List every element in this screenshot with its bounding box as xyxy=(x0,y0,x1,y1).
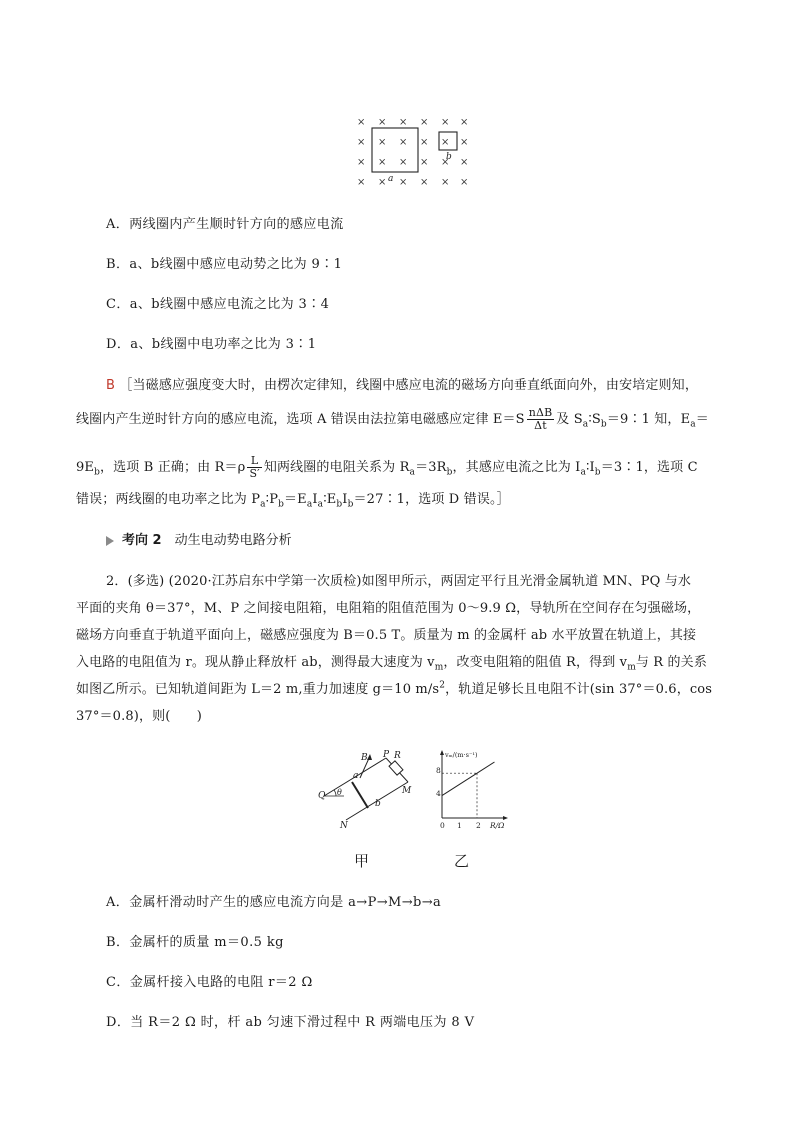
svg-text:θ: θ xyxy=(337,788,342,797)
field-cross: × xyxy=(378,177,387,188)
svg-text:b: b xyxy=(375,799,381,809)
question2-line-4: 入电路的电阻值为 r。现从静止释放杆 ab，测得最大速度为 $v_m$，改变电阻箱的阻值 R，得到 $v_m$与 R 的关系 xyxy=(76,655,707,673)
question2-line-1: 2．(多选) (2020·江苏启东中学第一次质检)如图甲所示，两固定平行且光滑金属轨道 MN、PQ 与水 xyxy=(106,574,692,589)
rail-figure-jia xyxy=(318,748,418,832)
caption-yi: 乙 xyxy=(454,852,470,870)
field-cross: × xyxy=(420,177,429,188)
answer-line-1: B ［当磁感应强度变大时，由楞次定律知，线圈中感应电流的磁场方向垂直纸面向外，由安培定则知， xyxy=(106,378,698,393)
field-cross: × xyxy=(460,137,469,148)
answer-line-3: $9E_b$，选项 B 正确；由 R＝ρ $\frac{L}{S'}$ 知两线圈的电阻关系为 $R_a=3R_b$，其感应电流之比为 $I_a∶I_b=3∶1$，选项 C xyxy=(76,454,698,480)
field-cross: × xyxy=(441,177,450,188)
triangle-marker-icon xyxy=(106,536,114,546)
field-cross: × xyxy=(441,137,450,148)
option2-a: A．金属杆滑动时产生的感应电流方向是 a→P→M→b→a xyxy=(106,895,442,910)
option-b: B．a、b线圈中感应电动势之比为 9∶1 xyxy=(106,257,343,272)
caption-jia: 甲 xyxy=(354,852,370,870)
answer-line-2: 线圈内产生逆时针方向的感应电流，选项 A 错误由法拉第电磁感应定律 E＝S $\frac{\text{nΔB}}{\Delta t}$ 及 $S_a∶S_b=9∶1$ 知，$E_a=$ xyxy=(76,406,709,432)
field-cross: × xyxy=(460,177,469,188)
field-cross: × xyxy=(460,117,469,128)
field-cross: × xyxy=(399,117,408,128)
x-tick-1: 1 xyxy=(457,821,462,830)
option2-d: D．当 R＝2 Ω 时，杆 ab 匀速下滑过程中 R 两端电压为 8 V xyxy=(106,1015,475,1030)
vm-r-graph xyxy=(428,748,514,830)
y-tick-8: 8 xyxy=(436,766,441,775)
option2-b: B．金属杆的质量 m＝0.5 kg xyxy=(106,935,284,950)
answer-letter: B xyxy=(106,378,116,393)
faraday-fraction: $\frac{\text{nΔB}}{\Delta t}$ xyxy=(528,406,553,432)
field-cross: × xyxy=(378,137,387,148)
field-cross: × xyxy=(357,117,366,128)
x-tick-0: 0 xyxy=(440,821,445,830)
field-cross: × xyxy=(420,157,429,168)
rod-ab xyxy=(352,782,368,808)
answer-line-4: 错误；两线圈的电功率之比为 $P_a∶P_b=E_aI_a∶E_bI_b=27∶1$，选项 D 错误。］ xyxy=(76,492,510,510)
field-cross: × xyxy=(357,157,366,168)
x-tick-2: 2 xyxy=(476,821,481,830)
svg-text:M: M xyxy=(402,786,412,796)
field-cross: × xyxy=(460,157,469,168)
svg-text:P: P xyxy=(383,750,390,760)
question2-line-2: 平面的夹角 θ＝37°，M、P 之间接电阻箱，电阻箱的阻值范围为 0～9.9 Ω，导轨所在空间存在匀强磁场， xyxy=(76,601,701,616)
x-axis-label: R/Ω xyxy=(490,821,505,830)
svg-text:a: a xyxy=(353,771,359,781)
svg-text:R: R xyxy=(394,751,401,761)
svg-text:Q: Q xyxy=(318,791,326,801)
field-cross: × xyxy=(420,137,429,148)
field-cross: × xyxy=(399,137,408,148)
svg-text:B: B xyxy=(361,753,368,763)
field-cross: × xyxy=(420,117,429,128)
y-tick-4: 4 xyxy=(436,789,441,798)
question2-line-3: 磁场方向垂直于轨道平面向上，磁感应强度为 B＝0.5 T。质量为 m 的金属杆 ab 水平放置在轨道上，其接 xyxy=(76,628,697,643)
question2-line-6: 37°＝0.8)，则( ) xyxy=(76,709,203,724)
coil-b-label: b xyxy=(446,152,452,162)
field-cross: × xyxy=(399,157,408,168)
option-c: C．a、b线圈中感应电流之比为 3∶4 xyxy=(106,297,330,312)
svg-text:N: N xyxy=(340,821,348,831)
section-heading: 考向 2 动生电动势电路分析 xyxy=(106,529,292,548)
field-cross: × xyxy=(441,117,450,128)
vm-r-line xyxy=(442,762,495,796)
resistance-fraction: $\frac{L}{S'}$ xyxy=(249,454,260,480)
field-cross: × xyxy=(378,117,387,128)
option2-c: C．金属杆接入电路的电阻 r＝2 Ω xyxy=(106,975,313,990)
field-cross: × xyxy=(378,157,387,168)
coil-figure xyxy=(350,110,480,188)
field-cross: × xyxy=(399,177,408,188)
field-cross: × xyxy=(357,137,366,148)
coil-a-label: a xyxy=(388,174,394,184)
question2-line-5: 如图乙所示。已知轨道间距为 L＝2 m,重力加速度 g＝10 $m/s^2$，轨道足够长且电阻不计(sin 37°＝0.6，cos xyxy=(76,680,713,697)
y-axis-label: vₘ/(m·s⁻¹) xyxy=(445,751,478,759)
option-a: A．两线圈内产生顺时针方向的感应电流 xyxy=(106,217,344,232)
field-cross: × xyxy=(441,157,450,168)
option-d: D．a、b线圈中电功率之比为 3∶1 xyxy=(106,337,317,352)
field-cross: × xyxy=(357,177,366,188)
